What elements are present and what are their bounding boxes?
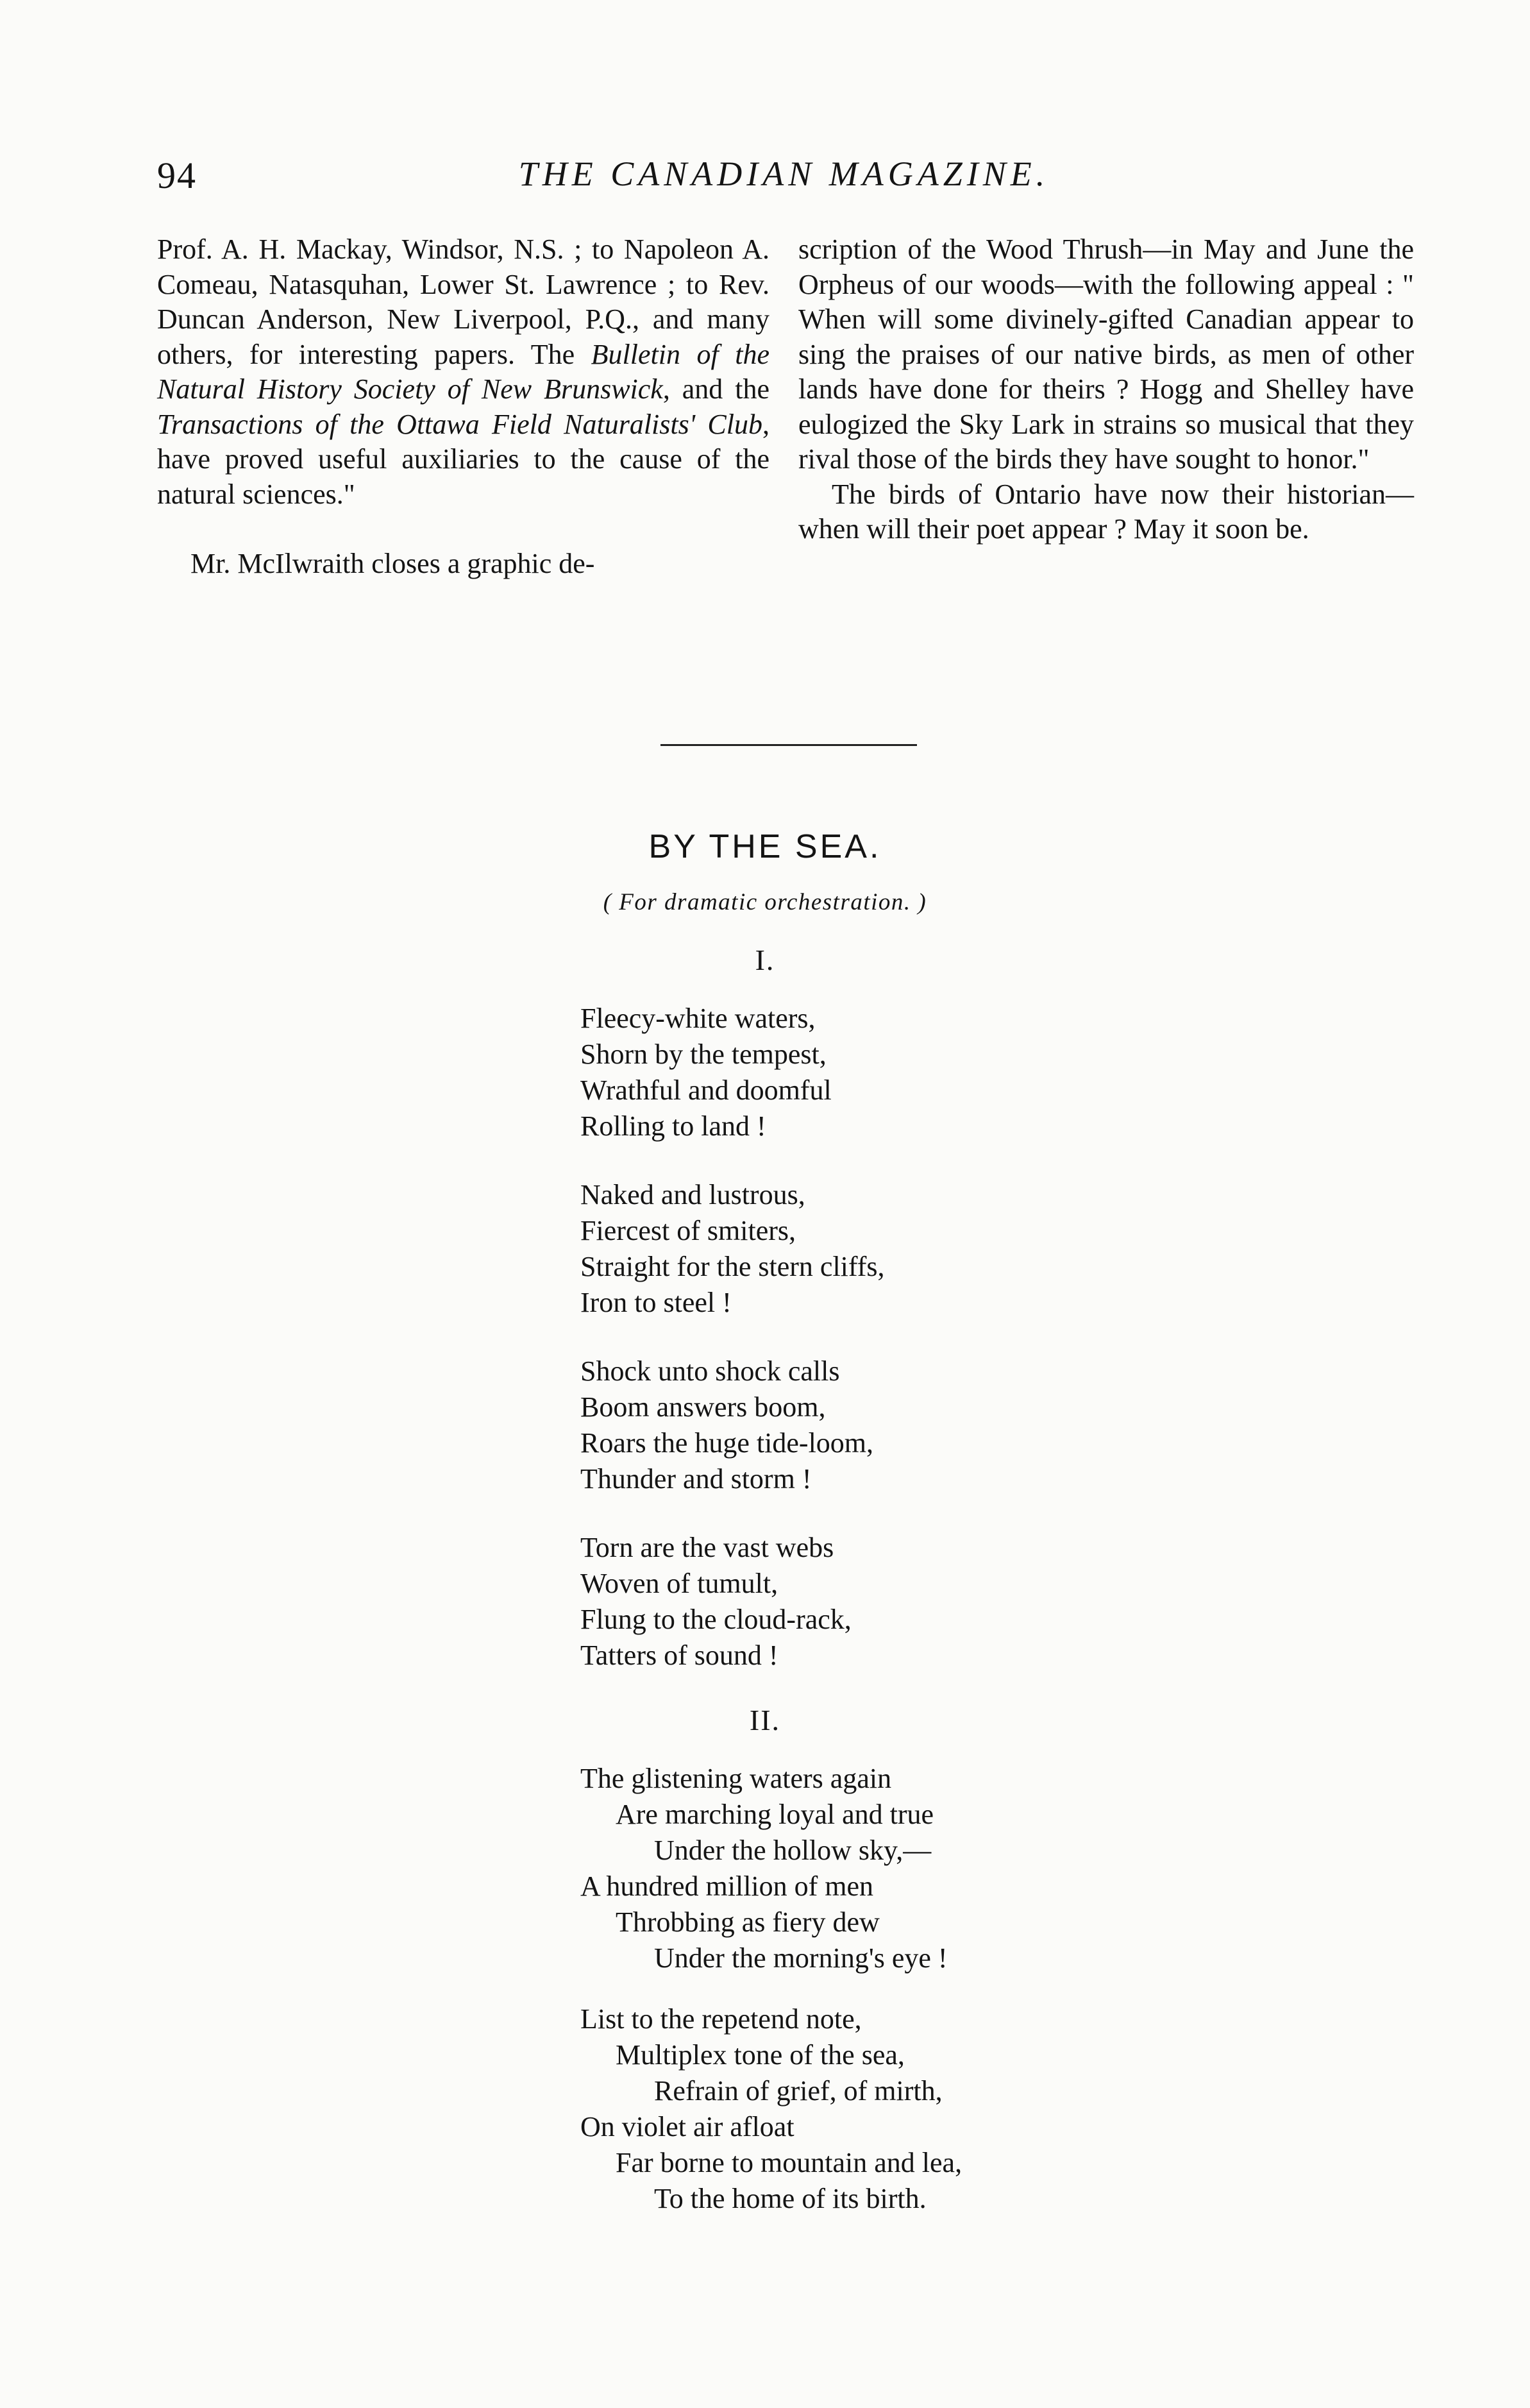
right-paragraph-2: The birds of Ontario have now their historian—when will their poet appear ? May it soon be. (798, 478, 1414, 545)
poem-line: Throbbing as fiery dew (616, 1906, 880, 1938)
poem-line: Naked and lustrous, (580, 1179, 805, 1210)
poem-subtitle: ( For dramatic orchestration. ) (603, 889, 927, 915)
poem-line: Under the hollow sky,— (654, 1835, 932, 1866)
stanza-2 (580, 1177, 885, 1321)
bulletin-title: Bulletin of the Natural History Society of New Brunswick (157, 338, 769, 405)
transactions-title: Transactions of the Ottawa Field Naturalists' Club (157, 408, 762, 440)
poem-line: Multiplex tone of the sea, (616, 2039, 905, 2071)
poem-line: Refrain of grief, of mirth, (654, 2075, 943, 2107)
poem-line: Under the morning's eye ! (654, 1942, 948, 1974)
poem-line: Torn are the vast webs (580, 1532, 834, 1563)
section-number-2: II. (749, 1704, 781, 1736)
poem-line: Woven of tumult, (580, 1568, 778, 1599)
stanza-4 (580, 1530, 852, 1674)
poem-line: Shorn by the tempest, (580, 1039, 827, 1070)
poem-line: To the home of its birth. (654, 2183, 927, 2214)
poem-line: Fleecy-white waters, (580, 1003, 816, 1034)
stanza-1 (580, 1001, 832, 1144)
left-p1-text-1: Prof. A. H. Mackay, Windsor, N.S. ; to Napoleon A. Comeau, Natasquhan, Lower St. Lawrence ; to Rev. Duncan Anderson, New Liverpool, P.Q., and many others, for interesting papers. The (157, 233, 769, 370)
poem-line: Boom answers boom, (580, 1391, 826, 1423)
poem-line: A hundred million of men (580, 1870, 874, 1902)
poem-line: Flung to the cloud-rack, (580, 1604, 852, 1635)
poem-line: Iron to steel ! (580, 1287, 732, 1318)
poem-line: Shock unto shock calls (580, 1355, 840, 1387)
left-paragraph-1 (157, 232, 769, 512)
left-p1-text-3: , have proved useful auxiliaries to the cause of the natural sciences." (157, 408, 769, 510)
right-column (798, 232, 1414, 547)
poem-line: Roars the huge tide-loom, (580, 1427, 874, 1459)
right-paragraph-1: scription of the Wood Thrush—in May and June the Orpheus of our woods—with the following appeal : " When will some divinely-gifted Canadian appear to sing the praises of our native birds, as men of other lands have done for theirs ? Hogg and Shelley have eulogized the Sky Lark in strains so musical that they rival those of the birds they have sought to honor." (798, 233, 1414, 475)
poem-line: Are marching loyal and true (616, 1799, 934, 1830)
poem-line: Tatters of sound ! (580, 1640, 778, 1671)
poem-line: Fiercest of smiters, (580, 1215, 796, 1246)
poem-line: On violet air afloat (580, 2111, 794, 2142)
poem-line: Straight for the stern cliffs, (580, 1251, 885, 1282)
left-column (157, 232, 769, 582)
poem-line: Rolling to land ! (580, 1110, 766, 1142)
stanza-5 (580, 1761, 948, 1976)
poem-line: List to the repetend note, (580, 2003, 862, 2035)
page-header (157, 154, 1411, 212)
left-p1-text-2: , and the (662, 373, 769, 405)
poem-title: BY THE SEA. (648, 828, 882, 865)
section-number-1: I. (755, 944, 775, 976)
poem-line: Thunder and storm ! (580, 1463, 812, 1495)
poem-line: The glistening waters again (580, 1763, 892, 1794)
page-number: 94 (157, 155, 197, 196)
section-divider (660, 744, 917, 746)
poem-line: Far borne to mountain and lea, (616, 2147, 963, 2178)
left-paragraph-2: Mr. McIlwraith closes a graphic de- (190, 548, 595, 579)
poem-line: Wrathful and doomful (580, 1074, 832, 1106)
stanza-6 (580, 2001, 962, 2217)
running-title: THE CANADIAN MAGAZINE. (518, 155, 1050, 193)
stanza-3 (580, 1353, 873, 1497)
